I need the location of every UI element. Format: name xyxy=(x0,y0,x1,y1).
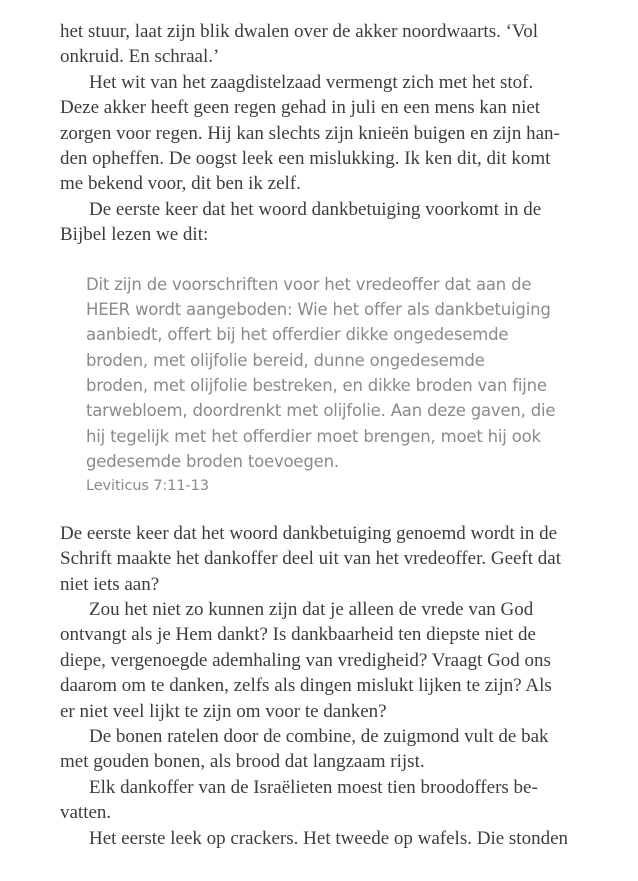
text-line: Leviticus 7:11-13 xyxy=(86,478,209,495)
text-line: broden, met olijfolie bestreken, en dikke broden van fijne xyxy=(86,376,547,396)
text-line: hij tegelijk met het offerdier moet brengen, moet hij ook xyxy=(86,426,541,446)
text-line: De eerste keer dat het woord dankbetuiging voorkomt in de xyxy=(89,198,542,220)
paragraph xyxy=(60,19,638,70)
text-line: tarwebloem, doordrenkt met olijfolie. Aan deze gaven, die xyxy=(86,401,556,421)
text-line: gedesemde broden toevoegen. xyxy=(86,452,339,472)
text-line: De bonen ratelen door de combine, de zuigmond vult de bak xyxy=(89,726,549,747)
text-line: den opheffen. De oogst leek een mislukking. Ik ken dit, dit komt xyxy=(60,148,551,170)
text-line: er niet veel lijkt te zijn om voor te danken? xyxy=(60,700,387,722)
text-line: Het eerste leek op crackers. Het tweede op wafels. Die stonden xyxy=(89,827,569,849)
text-line: me bekend voor, dit ben ik zelf. xyxy=(60,173,301,195)
quote-citation xyxy=(86,474,638,499)
blockquote xyxy=(86,272,638,475)
text-line: Deze akker heeft geen regen gehad in juli en een mens kan niet xyxy=(60,97,541,119)
text-line: Het wit van het zaagdistelzaad vermengt zich met het stof. xyxy=(89,71,534,93)
text-line: diepe, vergenoegde ademhaling van vredigheid? Vraagt God ons xyxy=(60,649,551,671)
text-line: Bijbel lezen we dit: xyxy=(60,224,209,246)
text-line: HEER wordt aangeboden: Wie het offer als dankbetuiging xyxy=(86,300,551,319)
text-line: onkruid. En schraal.’ xyxy=(60,46,220,68)
text-line: zorgen voor regen. Hij kan slechts zijn knieën buigen en zijn han- xyxy=(60,122,560,144)
text-line: met gouden bonen, als brood dat langzaam rijst. xyxy=(60,751,425,773)
paragraph xyxy=(60,197,638,248)
text-line: De eerste keer dat het woord dankbetuiging genoemd wordt in de xyxy=(60,522,558,544)
paragraph xyxy=(60,597,638,724)
text-line: ontvangt als je Hem dankt? Is dankbaarheid ten diepste niet de xyxy=(60,624,536,646)
paragraph xyxy=(60,521,638,597)
paragraph xyxy=(60,724,638,775)
paragraph xyxy=(60,775,638,826)
text-line: vatten. xyxy=(60,802,112,824)
text-line: daarom om te danken, zelfs als dingen mislukt lijken te zijn? Als xyxy=(60,675,552,697)
text-line: Zou het niet zo kunnen zijn dat je alleen de vrede van God xyxy=(89,598,534,620)
text-line: aanbiedt, offert bij het offerdier dikke ongedesemde xyxy=(86,325,509,345)
text-line: broden, met olijfolie bereid, dunne ongedesemde xyxy=(86,350,485,370)
page-content xyxy=(60,19,638,851)
text-line: Dit zijn de voorschriften voor het vredeoffer dat aan de xyxy=(86,274,532,294)
text-line: Schrift maakte het dankoffer deel uit van het vredeoffer. Geeft dat xyxy=(60,548,562,570)
text-line: het stuur, laat zijn blik dwalen over de akker noordwaarts. ‘Vol xyxy=(60,21,538,42)
paragraph xyxy=(60,70,638,197)
text-line: Elk dankoffer van de Israëlieten moest tien broodoffers be- xyxy=(89,776,538,798)
paragraph xyxy=(60,826,638,851)
text-line: niet iets aan? xyxy=(60,573,160,595)
